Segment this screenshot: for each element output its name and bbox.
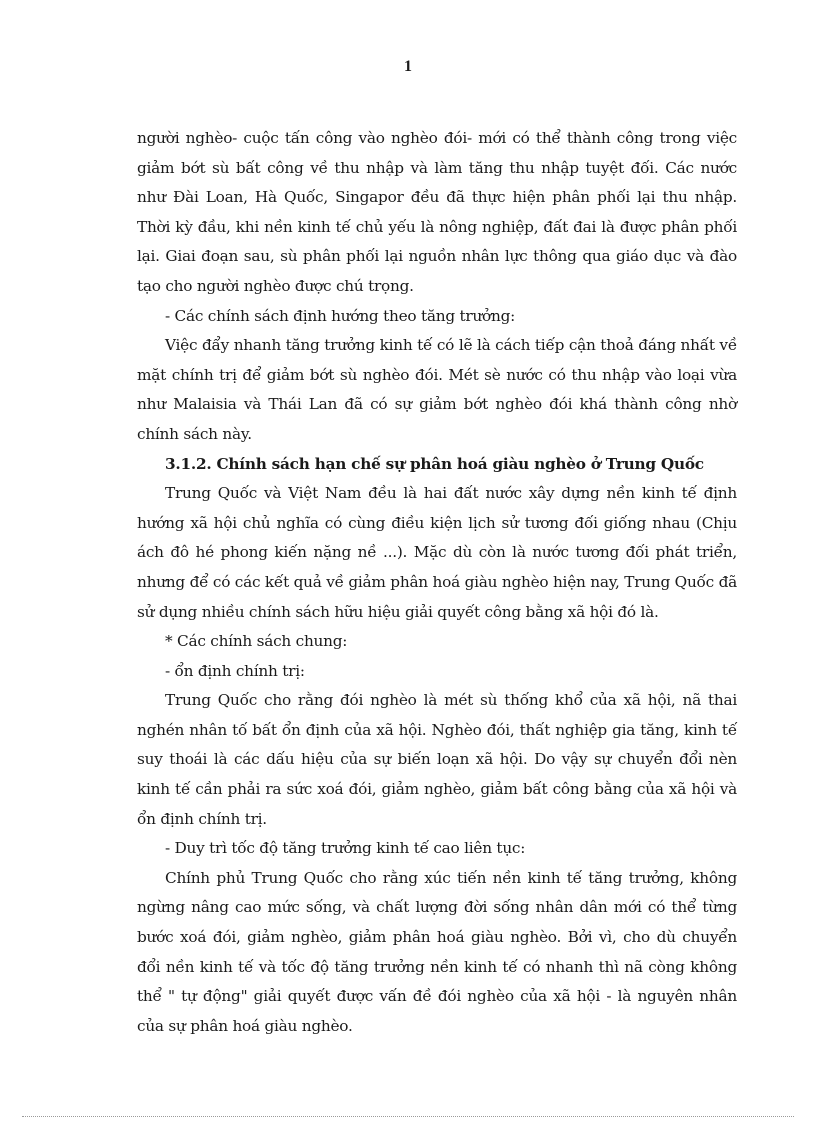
paragraph-growth-rate-heading: - Duy trì tốc độ tăng trưởng kinh tế cao liên tục: [165, 839, 526, 858]
paragraph-political-stability-heading: - ổn định chính trị: [165, 661, 305, 680]
page-bottom-divider [22, 1116, 794, 1117]
paragraph-china-vietnam: Trung Quốc và Việt Nam đều là hai đất nước xây dựng nền kinh tế định hướng xã hội chủ nghĩa có cùng điều kiện lịch sử tương đối giống nhau (Chịu ách đô hé phong kiến nặng nề ...). Mặc dù còn là nước tương đối phát triển, nhưng để có các kết quả về giảm phân hoá giàu nghèo hiện nay, Trung Quốc đã sử dụng nhiều chính sách hữu hiệu giải quyết công bằng xã hội đó là. [137, 484, 737, 621]
section-heading-3-1-2: 3.1.2. Chính sách hạn chế sự phân hoá giàu nghèo ở Trung Quốc [165, 454, 704, 473]
paragraph-government-growth: Chính phủ Trung Quốc cho rằng xúc tiến nền kinh tế tăng trưởng, không ngừng nâng cao mức sống, và chất lượng đời sống nhân dân mới có thể từng bước xoá đói, giảm nghèo, giảm phân hoá giàu nghèo. Bởi vì, cho dù chuyển đổi nền kinh tế và tốc độ tăng trưởng nền kinh tế có nhanh thì nã còng không thể " tự động" giải quyết được vấn đề đói nghèo của xã hội - là nguyên nhân của sự phân hoá giàu nghèo. [137, 868, 737, 1035]
paragraph-continuation: người nghèo- cuộc tấn công vào nghèo đói- mới có thể thành công trong việc giảm bớt sù bất công về thu nhập và làm tăng thu nhập tuyệt đối. Các nước như Đài Loan, Hà Quốc, Singapor đều đã thực hiện phân phối lại thu nhập. Thời kỳ đầu, khi nền kinh tế chủ yếu là nông nghiệp, đất đai là được phân phối lại. Giai đoạn sau, sù phân phối lại nguồn nhân lực thông qua giáo dục và đào tạo cho người nghèo được chú trọng. [137, 129, 737, 295]
paragraph-policy-growth-heading: - Các chính sách định hướng theo tăng trưởng: [165, 306, 516, 325]
paragraph-political-stability: Trung Quốc cho rằng đói nghèo là mét sù thống khổ của xã hội, nã thai nghén nhân tố bất ổn định của xã hội. Nghèo đói, thất nghiệp gia tăng, kinh tế suy thoái là các dấu hiệu của sự biến loạn xã hội. Do vậy sự chuyển đổi nèn kinh tế cần phải ra sức xoá đói, giảm nghèo, giảm bất công bằng của xã hội và ổn định chính trị. [137, 691, 737, 828]
paragraph-general-policies: * Các chính sách chung: [165, 632, 348, 651]
paragraph-growth-policy: Việc đẩy nhanh tăng trưởng kinh tế có lẽ là cách tiếp cận thoả đáng nhất về mặt chính trị để giảm bớt sù nghèo đói. Mét sè nước có thu nhập vào loại vừa như Malaisia và Thái Lan đã có sự giảm bớt nghèo đói khá thành công nhờ chính sách này. [137, 336, 737, 443]
page-number: 1 [404, 58, 412, 75]
document-body [137, 124, 737, 1041]
